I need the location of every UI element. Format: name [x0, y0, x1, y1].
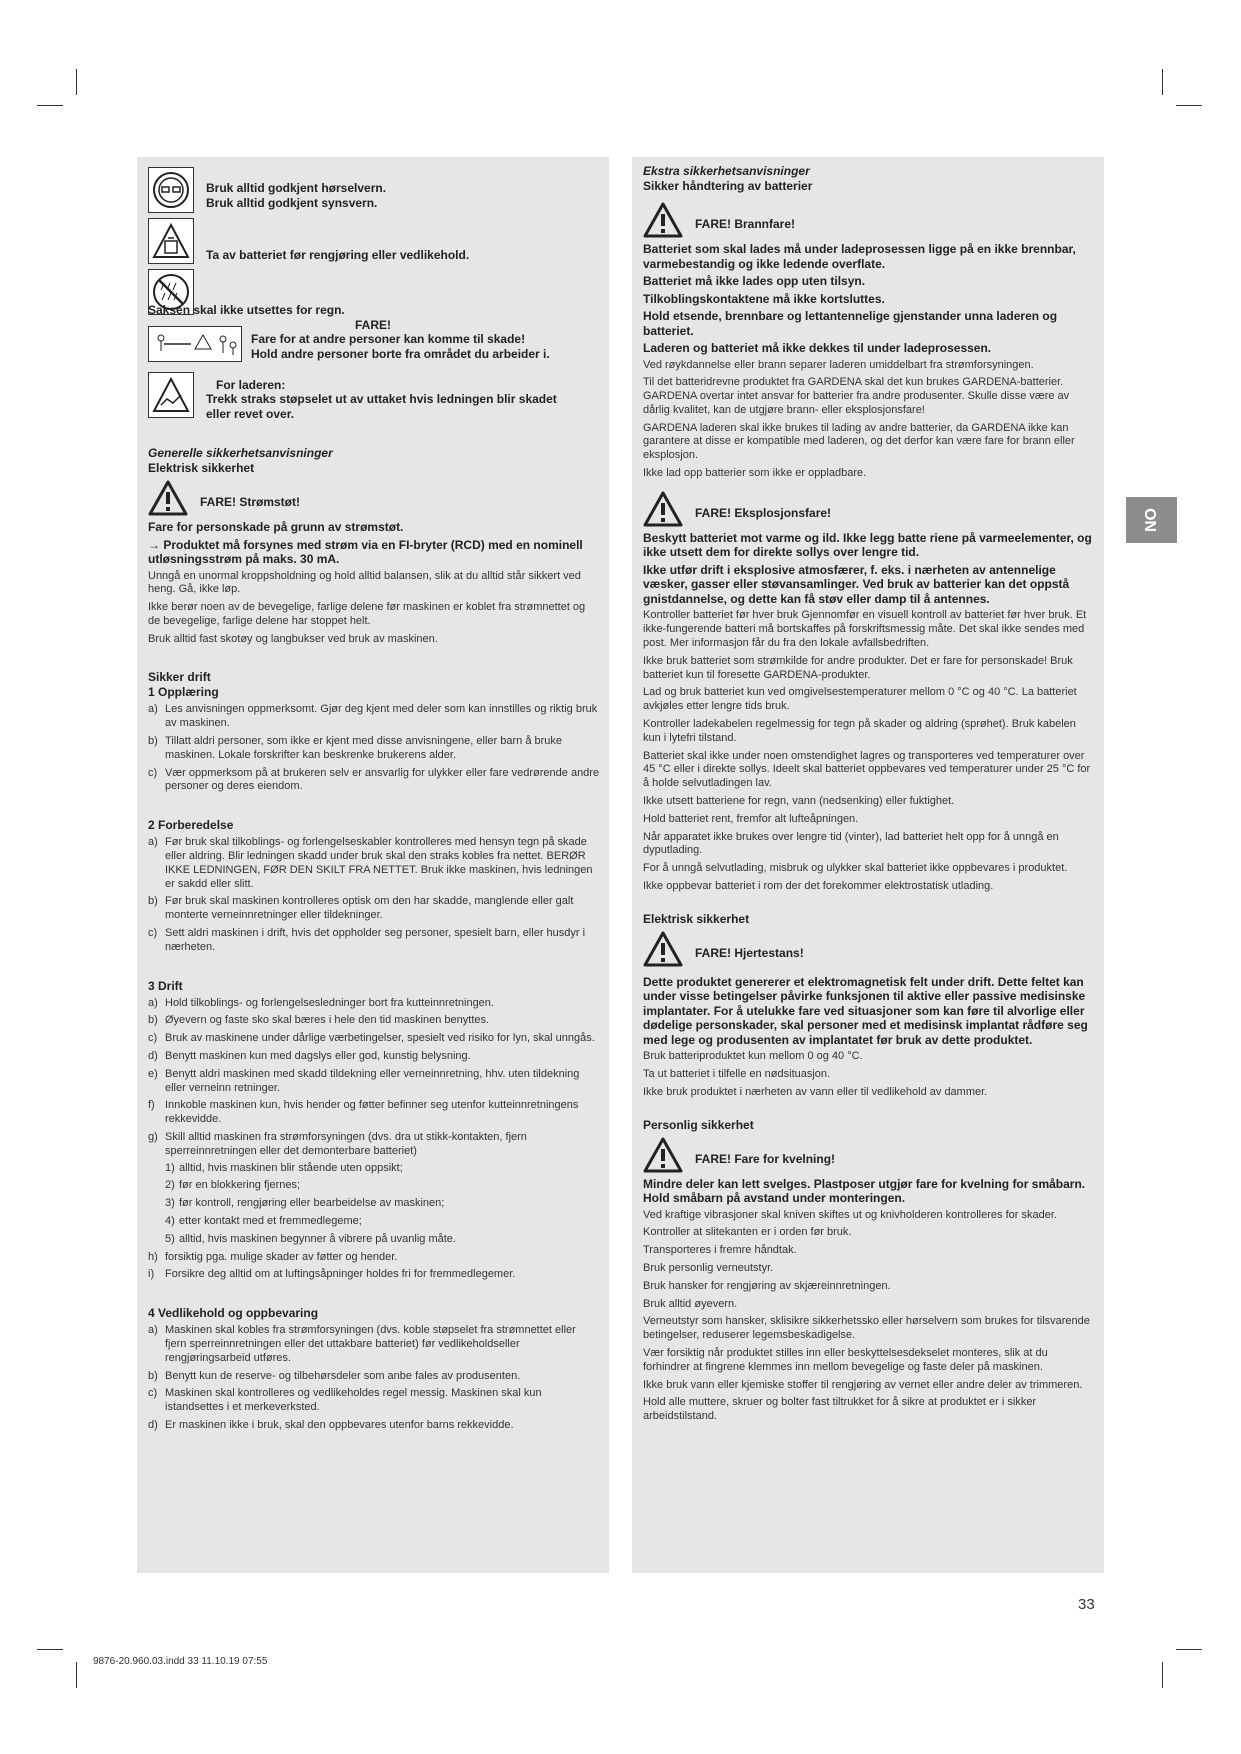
shock-warning-label: FARE! Strømstøt! [200, 495, 300, 509]
crop-mark [1176, 1649, 1202, 1650]
charger-title: For laderen: [216, 377, 286, 392]
section-1-heading: 1 Opplæring [148, 685, 219, 700]
paragraph: Unngå en unormal kroppsholdning og hold alltid balansen, slik at du alltid står sikkert ved heng. Gå, ikke løp. [148, 569, 581, 596]
list-item: h) forsiktig pga. mulige skader av føtter og hender. [148, 1250, 398, 1263]
general-safety-heading: Generelle sikkerhetsanvisninger [148, 446, 333, 460]
list-item: c) Maskinen skal kontrolleres og vedlikeholdes regel messig. Maskinen skal kun istandsettes i et merkeverksted. [148, 1387, 542, 1414]
charger-cable-icon [148, 372, 194, 418]
fire-bold-text: Batteriet som skal lades må under ladeprosessen ligge på en ikke brennbar, varmebestandig og ikke ledende overflate. [643, 242, 1076, 271]
warning-icon [148, 480, 188, 516]
crop-mark [1162, 69, 1163, 95]
paragraph: Ikke oppbevar batteriet i rom der det forekommer elektrostatisk utlading. [643, 879, 994, 892]
fire-bold-text: Batteriet må ikke lades opp uten tilsyn. [643, 274, 866, 288]
language-tab: NO [1126, 497, 1177, 543]
paragraph: Bruk batteriproduktet kun mellom 0 og 40 °C. [643, 1050, 863, 1063]
remove-battery-icon [148, 218, 194, 264]
list-item: a) Hold tilkoblings- og forlengelsesledninger bort fra kutteinnretningen. [148, 996, 494, 1009]
danger-line: Hold andre personer borte fra området du arbeider i. [251, 346, 550, 361]
paragraph: GARDENA laderen skal ikke brukes til lading av andre batterier, da GARDENA ikke kan garantere at disse er kompatible med laderen, og det derfor kan være fare for brann eller eksplosjon. [643, 421, 1075, 462]
icon-text-line: Bruk alltid godkjent synsvern. [206, 195, 378, 210]
charger-block [148, 372, 600, 422]
paragraph: Ikke berør noen av de bevegelige, farlige delene før maskinen er koblet fra strømnettet og de bevegelige, farlige delene har stoppet helt. [148, 601, 586, 627]
paragraph: Kontroller batteriet før hver bruk Gjennomfør en visuell kontroll av batteriet før hver bruk. Et ikke-fungerende batteri må bortskaffes på forskriftsmessig måte. Det skal ikke sendes med post. Mer informasjon får du fra den lokale avfallsbedriften. [643, 609, 1087, 649]
section-3-heading: 3 Drift [148, 978, 183, 993]
icon-row-protection [148, 167, 600, 213]
list-item: g) Skill alltid maskinen fra strømforsyningen (dvs. dra ut stikk-kontakten, fjern sperreinnretningen eller det demonterbare batteriet) [148, 1131, 527, 1157]
paragraph: Hold alle muttere, skruer og bolter fast tiltrukket for å sikre at produktet er i sikker arbeidstilstand. [643, 1396, 1037, 1423]
icon-text-line: Bruk alltid godkjent hørselvern. [206, 181, 387, 195]
crop-mark [76, 1662, 77, 1688]
rain-text: Saksen skal ikke utsettes for regn. [148, 303, 345, 317]
paragraph: Batteriet skal ikke under noen omstendighet lagres og transporteres ved temperaturer over 45 °C eller i direkte sollys. Ideelt skal batteriet oppbevares ved temperaturer under 25 °C for å holde selvutladingen lav. [643, 749, 1091, 790]
paragraph: Ved kraftige vibrasjoner skal kniven skiftes ut og knivholderen kontrolleres for skader. [643, 1208, 1057, 1221]
paragraph: Ikke lad opp batterier som ikke er oppladbare. [643, 467, 867, 480]
list-item: b) Før bruk skal maskinen kontrolleres optisk om den har skadde, manglende eller galt monterte verneinnretninger eller tildekninger. [148, 895, 574, 922]
fire-bold-text: Hold etsende, brennbare og lettantennelige gjenstander unna laderen og batteriet. [643, 309, 1058, 338]
crop-mark [1176, 105, 1202, 106]
footer-slug: 9876-20.960.03.indd 33 11.10.19 07:55 [93, 1656, 268, 1667]
fire-warning-label: FARE! Brannfare! [695, 217, 796, 231]
paragraph: Ikke bruk produktet i nærheten av vann eller til vedlikehold av dammer. [643, 1085, 988, 1098]
warning-icon [643, 202, 683, 238]
danger-title: FARE! [355, 317, 391, 332]
personal-safety-heading: Personlig sikkerhet [643, 1117, 754, 1132]
crop-mark [37, 1649, 63, 1650]
paragraph: Ikke bruk batteriet som strømkilde for andre produkter. Det er fare for personskade! Bruk batteriet kun til foresette GARDENA-produkter. [643, 654, 1073, 681]
extra-safety-heading: Ekstra sikkerhetsanvisninger [643, 164, 810, 178]
crop-mark [76, 69, 77, 95]
explosion-bold-text: Beskytt batteriet mot varme og ild. Ikke legg batte riene på varmeelementer, og ikke utsett dem for direkte sollys over lengre tid. [643, 530, 1092, 560]
list-item: c) Sett aldri maskinen i drift, hvis det oppholder seg personer, spesielt barn, eller husdyr i nærheten. [148, 927, 586, 953]
section-4-heading: 4 Vedlikehold og oppbevaring [148, 1306, 319, 1321]
paragraph: For å unngå selvutlading, misbruk og ulykker skal batteriet ikke oppbevares i produktet. [643, 862, 1068, 875]
list-item: e) Benytt aldri maskinen med skadd tildekning eller verneinnretning, hhv. uten tildekning eller verneinn retninger. [148, 1067, 580, 1094]
sub-list-item: 5) alltid, hvis maskinen begynner å vibrere på uvanlig måte. [165, 1232, 456, 1245]
section-2-heading: 2 Forberedelse [148, 818, 234, 833]
heart-warning [643, 931, 1095, 967]
list-item: b) Øyevern og faste sko skal bæres i hele den tid maskinen benyttes. [148, 1014, 490, 1027]
list-item: a) Før bruk skal tilkoblings- og forlengelseskabler kontrolleres med hensyn tegn på skade eller aldring. Blir ledningen skadd under bruk skal den straks kobles fra nettet. BERØR IKKE LEDNINGEN, FØR DEN SKILT FRA NETTET. Bruk ikke maskinen, hvis ledningen er sakdd eller slitt. [148, 836, 593, 890]
sub-list-item: 2) før en blokkering fjernes; [165, 1179, 301, 1192]
paragraph: Ikke utsett batteriene for regn, vann (nedsenking) eller fuktighet. [643, 794, 955, 807]
list-item: c) Vær oppmerksom på at brukeren selv er ansvarlig for ulykker eller fare vedrørende andre personer og deres eiendom. [148, 766, 600, 793]
page-number: 33 [1078, 1596, 1095, 1613]
sub-list-item: 3) før kontroll, rengjøring eller bearbeidelse av maskinen; [165, 1197, 445, 1210]
paragraph: Ikke bruk vann eller kjemiske stoffer til rengjøring av vernet eller andre deler av trimmeren. [643, 1378, 1083, 1391]
explosion-warning [643, 491, 1095, 527]
paragraph: Transporteres i fremre håndtak. [643, 1244, 797, 1257]
paragraph: Vær forsiktig når produktet stilles inn eller beskyttelsesdekselet monteres, slik at du forhindrer at fingrene klemmes inn mellom bevegelige og faste deler på maskinen. [643, 1346, 1048, 1373]
fire-bold-text: Tilkoblingskontaktene må ikke kortsluttes. [643, 291, 885, 306]
paragraph: Bruk hansker for rengjøring av skjæreinnretningen. [643, 1279, 891, 1292]
warning-icon [643, 931, 683, 967]
paragraph: Bruk personlig verneutstyr. [643, 1262, 774, 1274]
warning-icon [643, 491, 683, 527]
list-item: f) Innkoble maskinen kun, hvis hender og føtter befinner seg utenfor kutteinnretningens rekkevidde. [148, 1099, 579, 1126]
paragraph: Når apparatet ikke brukes over lengre tid (vinter), lad batteriet helt opp for å unngå en dyputlading. [643, 830, 1059, 857]
paragraph: Kontroller ladekabelen regelmessig for tegn på skader og aldring (sprøhet). Bruk kabelen kun i lytefri tilstand. [643, 717, 1076, 744]
heart-warning-label: FARE! Hjertestans! [695, 945, 804, 960]
charger-line: eller revet over. [206, 406, 295, 421]
danger-block [148, 318, 600, 362]
shock-rcd-text: → Produktet må forsynes med strøm via en FI-bryter (RCD) med en nominell utløsningsstrøm på maks. 30 mA. [148, 537, 583, 566]
sub-list-item: 1) alltid, hvis maskinen blir stående uten oppsikt; [165, 1161, 403, 1174]
crop-mark [37, 105, 63, 106]
list-item: a) Maskinen skal kobles fra strømforsyningen (dvs. koble støpselet fra strømnettet eller fjern sperreinnretningen eller det uttakbare batteriet) før vedlikeholdseller rengjøringsarbeid utføres. [148, 1324, 576, 1364]
heart-bold-text: Dette produktet genererer et elektromagnetisk felt under drift. Dette feltet kan under visse betingelser påvirke funksjonen til aktive eller passive medisinske implantater. For å utelukke fare ved situasjoner som kan føre til alvorlige eller dødelige personskader, skal personer med et medisinsk implantat rådføre seg med lege og produsenten av implantatet før bruk av dette produktet. [643, 974, 1088, 1047]
electrical-safety-heading: Elektrisk sikkerhet [643, 911, 750, 926]
list-item: c) Bruk av maskinene under dårlige værbetingelser, spesielt ved risiko for lyn, skal unngås. [148, 1032, 595, 1045]
list-item: a) Les anvisningen oppmerksomt. Gjør deg kjent med deler som kan innstilles og riktig bruk av maskinen. [148, 703, 598, 730]
charger-line: Trekk straks støpselet ut av uttaket hvis ledningen blir skadet [206, 392, 557, 406]
choke-warning [643, 1137, 1095, 1173]
icon-row-battery [148, 218, 600, 264]
paragraph: Kontroller at slitekanten er i orden før bruk. [643, 1226, 852, 1239]
crop-mark [1162, 1662, 1163, 1688]
safe-operation-heading: Sikker drift [148, 670, 211, 685]
paragraph: Bruk alltid fast skotøy og langbukser ved bruk av maskinen. [148, 632, 438, 645]
choke-warning-label: FARE! Fare for kvelning! [695, 1151, 836, 1166]
danger-line: Fare for at andre personer kan komme til skade! [251, 332, 526, 346]
list-item: d) Er maskinen ikke i bruk, skal den oppbevares utenfor barns rekkevidde. [148, 1418, 514, 1431]
explosion-warning-label: FARE! Eksplosjonsfare! [695, 505, 832, 520]
list-item: i) Forsikre deg alltid om at luftingsåpninger holdes fri for fremmedlegemer. [148, 1268, 516, 1281]
ear-eye-protection-icon [148, 167, 194, 213]
persons-distance-icon [148, 326, 242, 362]
paragraph: Bruk alltid øyevern. [643, 1297, 738, 1310]
list-item: b) Tillatt aldri personer, som ikke er kjent med disse anvisningene, eller barn å bruke maskinen. Lokale forskrifter kan beskrenke brukerens alder. [148, 735, 563, 761]
explosion-bold-text: Ikke utfør drift i eksplosive atmosfærer, f. eks. i nærheten av antennelige væsker, gasser eller støvansamlinger. Ved bruk av batterier kan det oppstå gnistdannelse, og dette kan få støv eller damp til å antennes. [643, 562, 1070, 606]
shock-bold-text: Fare for personskade på grunn av strømstøt. [148, 520, 404, 534]
choke-bold-text: Mindre deler kan lett svelges. Plastposer utgjør fare for kvelning for småbarn. Hold småbarn på avstand under monteringen. [643, 1176, 1086, 1206]
electrical-safety-heading: Elektrisk sikkerhet [148, 461, 255, 475]
warning-icon [643, 1137, 683, 1173]
paragraph: Ta ut batteriet i tilfelle en nødsituasjon. [643, 1068, 831, 1081]
fire-warning [643, 202, 1095, 238]
list-item: d) Benytt maskinen kun med dagslys eller god, kunstig belysning. [148, 1050, 471, 1063]
paragraph: Til det batteridrevne produktet fra GARDENA skal det kun brukes GARDENA-batterier. GARDENA overtar intet ansvar for batterier fra andre produsenter. Skulle disse være av dårlig kvalitet, kan de utgjøre brann- eller eksplosjonsfare! [643, 376, 1070, 416]
right-column [632, 157, 1104, 1573]
paragraph: Ved røykdannelse eller brann separer laderen umiddelbart fra strømforsyningen. [643, 358, 1034, 371]
list-item: b) Benytt kun de reserve- og tilbehørsdeler som anbe fales av produsenten. [148, 1369, 521, 1382]
left-column [137, 157, 609, 1573]
sub-list-item: 4) etter kontakt med et fremmedlegeme; [165, 1215, 362, 1227]
battery-handling-heading: Sikker håndtering av batterier [643, 179, 813, 193]
paragraph: Lad og bruk batteriet kun ved omgivelsestemperaturer mellom 0 °C og 40 °C. La batteriet avkjøles etter lengre tids bruk. [643, 686, 1077, 713]
paragraph: Hold batteriet rent, fremfor alt lufteåpningen. [643, 812, 859, 825]
icon-text-line: Ta av batteriet før rengjøring eller vedlikehold. [206, 248, 470, 262]
fire-bold-text: Laderen og batteriet må ikke dekkes til under ladeprosessen. [643, 341, 992, 355]
paragraph: Verneutstyr som hansker, sklisikre sikkerhetssko eller hørselvern som brukes for tilsvarende betingelser, reduserer legemsbeskadigelse. [643, 1315, 1090, 1342]
shock-warning [148, 480, 600, 516]
